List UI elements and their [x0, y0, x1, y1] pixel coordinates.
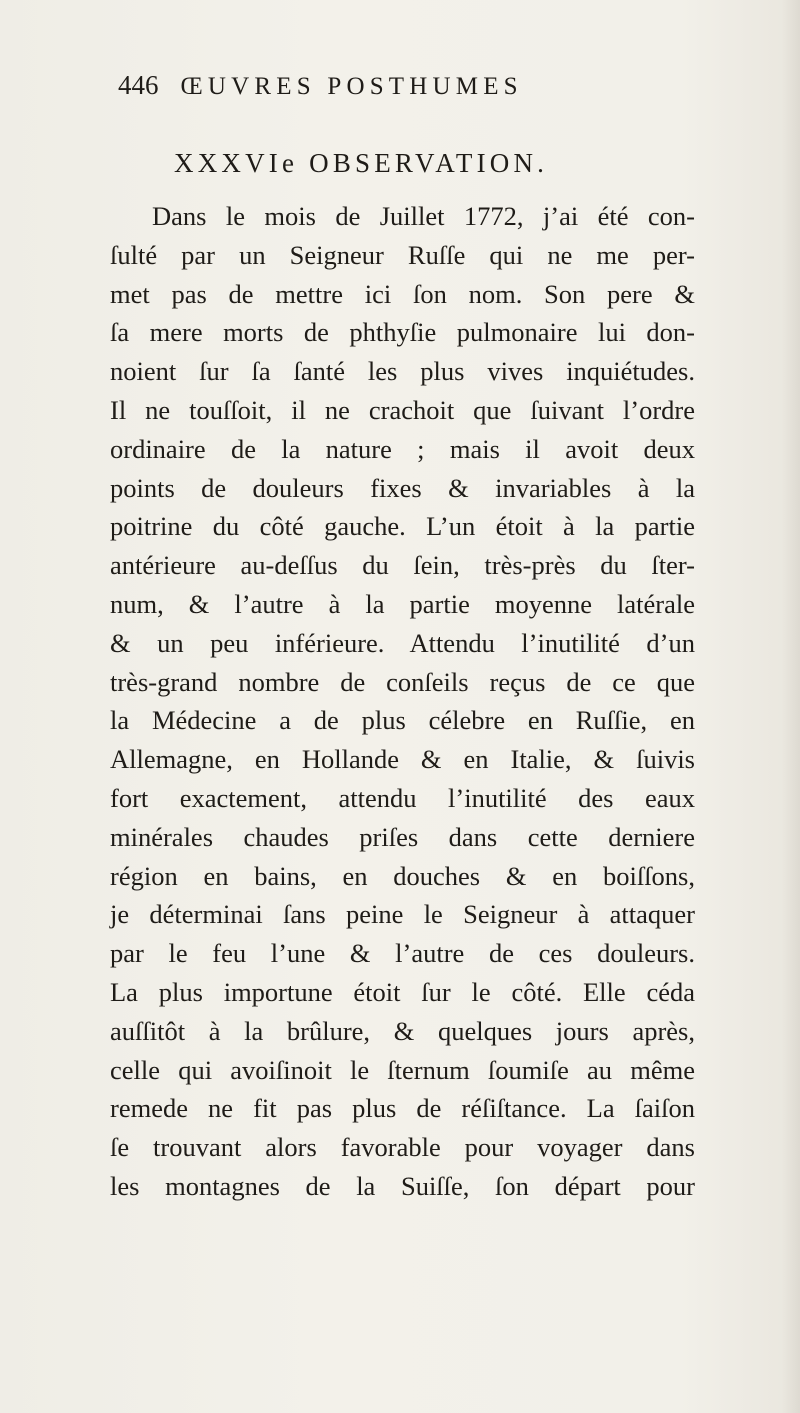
text-line: met pas de mettre ici ſon nom. Son pere & [110, 278, 695, 309]
text-line: noient ſur ſa ſanté les plus vives inquiétudes. [110, 356, 695, 387]
page-edge-shadow [782, 0, 800, 1413]
text-line: ſa mere morts de phthyſie pulmonaire lui don- [110, 317, 695, 348]
text-line: antérieure au-deſſus du ſein, très-près du ſter- [110, 550, 695, 581]
text-line: ſe trouvant alors favorable pour voyager dans [110, 1132, 695, 1163]
text-line: très-grand nombre de conſeils reçus de ce que [110, 666, 695, 697]
text-line: Il ne touſſoit, il ne crachoit que ſuivant l’ordre [110, 394, 695, 425]
book-title: ŒUVRES POSTHUMES [180, 73, 523, 100]
text-line: fort exactement, attendu l’inutilité des eaux [110, 782, 695, 813]
text-line: par le feu l’une & l’autre de ces douleurs. [110, 938, 695, 969]
text-line: remede ne fit pas plus de réſiſtance. La ſaiſon [110, 1093, 695, 1124]
text-line: celle qui avoiſinoit le ſternum ſoumiſe au même [110, 1054, 695, 1085]
text-line: points de douleurs fixes & invariables à la [110, 472, 695, 503]
body-text [110, 197, 695, 1206]
section-title: XXXVIe OBSERVATION. [174, 148, 549, 178]
text-line: poitrine du côté gauche. L’un étoit à la partie [110, 511, 695, 542]
text-line: num, & l’autre à la partie moyenne latérale [110, 588, 695, 619]
text-line: les montagnes de la Suiſſe, ſon départ pour [110, 1170, 695, 1201]
text-line: je déterminai ſans peine le Seigneur à attaquer [110, 899, 695, 930]
text-line: auſſitôt à la brûlure, & quelques jours après, [110, 1015, 695, 1046]
text-line: & un peu inférieure. Attendu l’inutilité d’un [110, 627, 695, 658]
text-line: la Médecine a de plus célebre en Ruſſie, en [110, 705, 695, 736]
text-line: ſulté par un Seigneur Ruſſe qui ne me per- [110, 239, 695, 270]
running-head [118, 70, 678, 110]
text-line: Allemagne, en Hollande & en Italie, & ſuivis [110, 744, 695, 775]
text-line: région en bains, en douches & en boiſſons, [110, 860, 695, 891]
text-line: minérales chaudes priſes dans cette derniere [110, 821, 695, 852]
text-line: Dans le mois de Juillet 1772, j’ai été con- [152, 201, 695, 231]
text-line: La plus importune étoit ſur le côté. Elle céda [110, 976, 695, 1007]
text-line: ordinaire de la nature ; mais il avoit deux [110, 433, 695, 464]
page-number: 446 [118, 70, 159, 100]
